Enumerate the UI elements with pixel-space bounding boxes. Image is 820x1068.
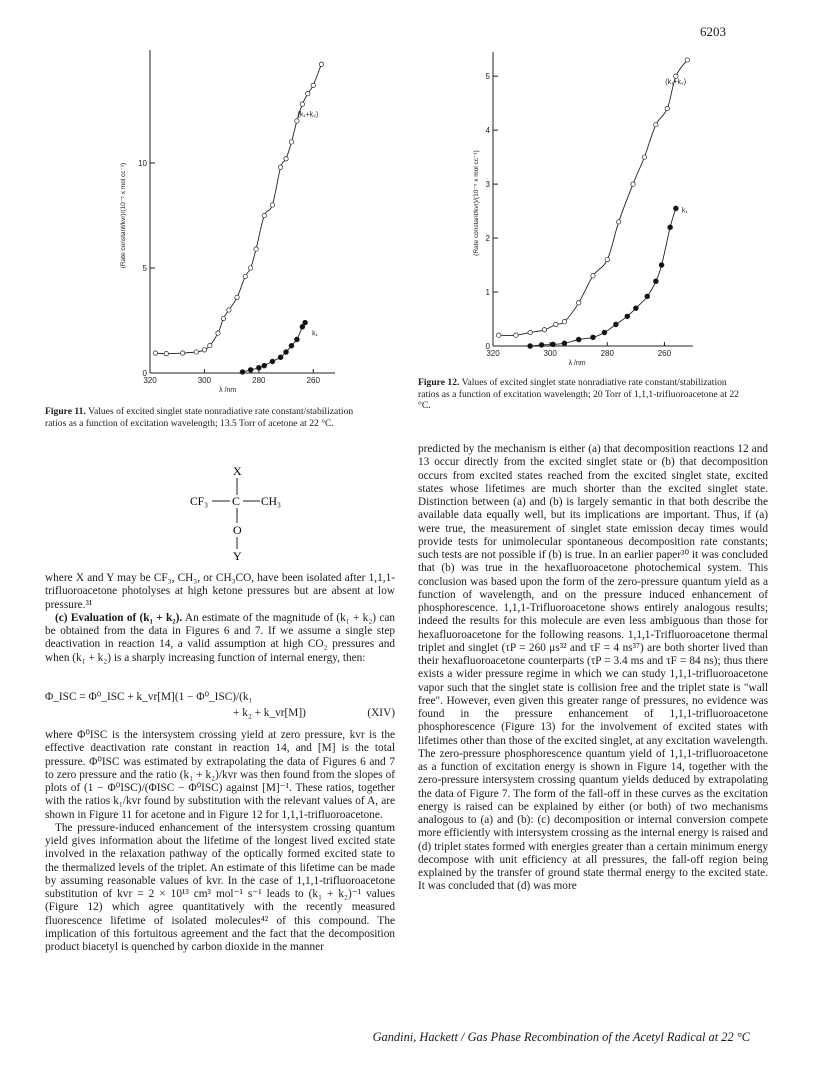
- figure-12-caption-label: Figure 12.: [418, 377, 460, 388]
- equation-xiv: [45, 690, 395, 724]
- data-point-filled: [278, 355, 283, 360]
- structure-cf3: CF₃: [190, 496, 209, 508]
- data-point-open: [654, 123, 658, 127]
- x-axis-label: λ /nm: [219, 387, 237, 394]
- x-tick-label: 280: [600, 349, 614, 358]
- data-point-open: [295, 119, 299, 123]
- data-point-open: [319, 62, 323, 66]
- data-point-filled: [256, 365, 261, 370]
- data-point-open: [665, 106, 669, 110]
- series-line: [530, 208, 676, 346]
- x-tick-label: 300: [543, 349, 557, 358]
- chemical-structure: [190, 463, 310, 563]
- series-label: k₁: [681, 207, 688, 215]
- data-point-filled: [240, 370, 245, 375]
- structure-x: X: [233, 464, 242, 478]
- y-tick-label: 5: [142, 264, 147, 273]
- series-line: [499, 60, 688, 335]
- data-point-filled: [284, 350, 289, 355]
- data-point-open: [528, 330, 532, 334]
- data-point-open: [562, 320, 566, 324]
- data-point-open: [262, 213, 266, 217]
- data-point-open: [278, 165, 282, 169]
- data-point-filled: [303, 320, 308, 325]
- y-tick-label: 1: [485, 288, 490, 298]
- y-tick-label: 0: [485, 342, 490, 351]
- data-point-filled: [528, 344, 533, 349]
- data-point-open: [631, 182, 635, 186]
- data-point-open: [254, 247, 258, 251]
- figure-12-plot: [465, 48, 715, 374]
- figure-12-caption-text: Values of excited singlet state nonradiative rate constant/stabilization ratios as a function of excitation wavelength; 20 Torr of 1,1,1-trifluoroacetone at 22 °C.: [418, 377, 739, 412]
- data-point-open: [194, 350, 198, 354]
- data-point-open: [642, 155, 646, 159]
- data-point-open: [605, 257, 609, 261]
- data-point-filled: [659, 263, 664, 268]
- structure-o: O: [233, 523, 242, 537]
- structure-ch3: CH₃: [261, 496, 281, 508]
- equation-number: (XIV): [367, 707, 395, 719]
- data-point-open: [514, 333, 518, 337]
- data-point-filled: [295, 337, 300, 342]
- x-tick-label: 260: [657, 349, 672, 358]
- data-point-open: [300, 102, 304, 106]
- data-point-filled: [248, 367, 253, 372]
- section-heading-c: (c) Evaluation of (k₁ + k₂).: [55, 611, 183, 624]
- data-point-open: [284, 157, 288, 161]
- data-point-filled: [576, 337, 581, 342]
- series-label: (k₁+k₂): [665, 79, 687, 86]
- data-point-open: [270, 203, 274, 207]
- data-point-open: [674, 74, 678, 78]
- data-point-open: [153, 351, 157, 355]
- x-tick-label: 280: [252, 376, 266, 385]
- data-point-filled: [262, 363, 267, 368]
- right-column: [418, 443, 768, 894]
- x-axis-label: λ /nm: [568, 360, 586, 367]
- y-tick-label: 10: [138, 159, 147, 168]
- y-tick-label: 2: [485, 234, 490, 244]
- data-point-filled: [539, 343, 544, 348]
- series-label: k₁: [312, 330, 318, 338]
- right-paragraph-1: predicted by the mechanism is either (a) that decomposition reactions 12 and 13 occur directly from the excited singlet state or (b) that decomposition occurs from excited states reached from the excited singlet state, excited states whose lifetimes are much shorter than the excited singlet state. Distinction between (a) and (b) is largely semantic in that both describe the available data equally well, but its implications are important. Thus, if (a) were true, the measurement of singlet state emission decay times would provide tests for unimolecular spontaneous decomposition rate constants; such tests are not possible if (b) is true. In an earlier paper³⁰ it was concluded that (b) was true in the hexafluoroacetone photochemical system. This conclusion was based upon the form of the zero-pressure quantum yield as a function of wavelength, and on the pressure induced enhancement of phosphorescence. 1,1,1-Trifluoroacetone shows entirely analogous results; indeed the results for this molecule are even less ambiguous than those for hexafluoroacetone for the following reasons. 1,1,1-Trifluoroacetone thermal triplet and singlet (τP = 260 μs³² and τF = 4 ns³⁷) are both shorter lived than their hexafluoroacetone counterparts (τP = 3.4 ms and τF = 84 ns); thus there exists a wider pressure regime in which we can study 1,1,1-trifluoroacetone vapor such that the singlet state is collision free and the triplet state is "wall free". However, even given this greater range of pressures, no evidence was found in the pressure enhancement of 1,1,1-trifluoroacetone phosphorescence (Figure 13) for the involvement of excited states with lifetimes other than those of the excited singlet, at any excitation wavelength. The zero-pressure phosphorescence quantum yield of 1,1,1-trifluoroacetone as a function of excitation energy is shown in Figure 14, together with the zero-pressure intersystem crossing quantum yields deduced by extrapolating the data of Figure 7. The form of the fall-off in these curves as the excitation energy is raised can be explained by either (or both) of two mechanisms analogous to (a) and (b): (c) decomposition or internal conversion compete more efficiently with intersystem crossing as the internal energy is raised and (d) triplet states formed with energies greater than a certain minimum energy decompose with unit efficiency at all pressures, the fall-off region being explained by the transfer of ground state thermal energy to the excited state. It was concluded that (d) was more: [418, 443, 768, 893]
- data-point-open: [248, 266, 252, 270]
- x-tick-label: 320: [143, 376, 157, 385]
- data-point-open: [202, 348, 206, 352]
- equation-line-2: + k₂ + k_vr[M]): [233, 707, 306, 719]
- data-point-filled: [289, 343, 294, 348]
- x-tick-label: 260: [306, 376, 320, 385]
- data-point-filled: [633, 306, 638, 311]
- series-label: (k₁+k₂): [297, 111, 319, 119]
- y-tick-label: 4: [485, 126, 490, 136]
- left-paragraph-3: where Φ⁰ISC is the intersystem crossing yield at zero pressure, kvr is the effective deactivation rate constant in reaction 14, and [M] is the total pressure. Φ⁰ISC was estimated by extrapolating the data of Figures 6 and 7 to zero pressure and the ratio (k₁ + k₂)/kvr was then found from the slopes of plots of (1 − Φ⁰ISC)/(ΦISC − Φ⁰ISC) against [M]⁻¹. These ratios, together with the ratios k₁/kvr found by substitution with the relevant values of A, are shown in Figure 11 for acetone and in Figure 12 for 1,1,1-trifluoroacetone.: [45, 729, 395, 821]
- data-point-filled: [602, 330, 607, 335]
- data-point-open: [617, 220, 621, 224]
- equation-line-1: Φ_ISC = Φ⁰_ISC + k_vr[M](1 − Φ⁰_ISC)/(k₁: [45, 691, 253, 703]
- data-point-open: [497, 333, 501, 337]
- left-paragraph-4: The pressure-induced enhancement of the intersystem crossing quantum yield gives information about the lifetime of the longest lived excited state involved in the relaxation pathway of the optically formed excited state to the thermalized levels of the triplet. An estimate of this lifetime can be made by assuming reasonable values of kvr. In the case of 1,1,1-trifluoroacetone substitution of kvr = 2 × 10¹³ cm³ mol⁻¹ s⁻¹ leads to (k₁ + k₂)⁻¹ values (Figure 12) which agree quantitatively with the recently measured fluorescence lifetime of isolated molecules⁴² of this compound. The implication of this fortuitous agreement and the fact that the decomposition product biacetyl is quenched by carbon dioxide in the manner: [45, 821, 395, 953]
- structure-c: C: [232, 494, 241, 508]
- y-tick-label: 3: [485, 180, 490, 190]
- figure-11-caption-label: Figure 11.: [45, 406, 86, 417]
- data-point-open: [542, 328, 546, 332]
- data-point-filled: [653, 279, 658, 284]
- data-point-open: [216, 331, 220, 335]
- series-line: [155, 64, 321, 353]
- data-point-open: [235, 295, 239, 299]
- data-point-open: [164, 351, 168, 355]
- y-tick-label: 5: [485, 72, 490, 82]
- x-tick-label: 300: [197, 376, 212, 385]
- data-point-open: [577, 301, 581, 305]
- data-point-filled: [645, 294, 650, 299]
- figure-11-caption: [45, 406, 375, 429]
- data-point-open: [591, 274, 595, 278]
- y-tick-label: 0: [142, 369, 147, 378]
- data-point-filled: [625, 314, 630, 319]
- data-point-filled: [551, 342, 556, 347]
- data-point-filled: [673, 206, 678, 211]
- data-point-filled: [270, 359, 275, 364]
- figure-11-caption-text: Values of excited singlet state nonradiative rate constant/stabilization ratios as a function of excitation wavelength; 13.5 Torr of acetone at 22 °C.: [45, 406, 354, 429]
- left-paragraph-2: [45, 612, 395, 665]
- data-point-open: [243, 274, 247, 278]
- y-axis-label: (Rate constant/kvr)/(10⁻⁵ x mol cc⁻¹): [473, 150, 480, 256]
- left-column-continued: [45, 729, 395, 954]
- figure-12: [465, 48, 715, 374]
- left-paragraph-1: where X and Y may be CF₃, CH₃, or CH₃CO, have been isolated after 1,1,1-trifluoroacetone photolyses at high ketone pressures but are absent at low pressure.³¹: [45, 572, 395, 611]
- data-point-filled: [613, 322, 618, 327]
- data-point-open: [180, 351, 184, 355]
- data-point-open: [221, 316, 225, 320]
- page-number: 6203: [700, 24, 726, 39]
- data-point-filled: [591, 335, 596, 340]
- x-tick-label: 320: [486, 349, 500, 358]
- data-point-open: [554, 322, 558, 326]
- data-point-open: [208, 344, 212, 348]
- data-point-open: [289, 140, 293, 144]
- running-footer: Gandini, Hackett / Gas Phase Recombination of the Acetyl Radical at 22 °C: [372, 1030, 750, 1044]
- data-point-filled: [562, 341, 567, 346]
- data-point-open: [306, 92, 310, 96]
- figure-11: [105, 50, 365, 394]
- data-point-open: [227, 308, 231, 312]
- figure-12-caption: [418, 377, 748, 412]
- structure-y: Y: [233, 549, 242, 563]
- series-line: [243, 323, 306, 372]
- data-point-open: [311, 83, 315, 87]
- y-axis-label: (Rate constant/kvr)/(10⁻⁵ x mol cc⁻¹): [120, 162, 127, 269]
- figure-11-plot: [105, 50, 365, 394]
- data-point-open: [685, 58, 689, 62]
- left-paragraph-2-body: An estimate of the magnitude of (k₁ + k₂) can be obtained from the data in Figures 6 and 7. If we assume a single step deactivation in reaction 14, a valid assumption at high CO₂ pressures and when (k₁ + k₂) is a sharply increasing function of internal energy, then:: [45, 611, 395, 664]
- data-point-filled: [668, 225, 673, 230]
- left-column: [45, 572, 395, 665]
